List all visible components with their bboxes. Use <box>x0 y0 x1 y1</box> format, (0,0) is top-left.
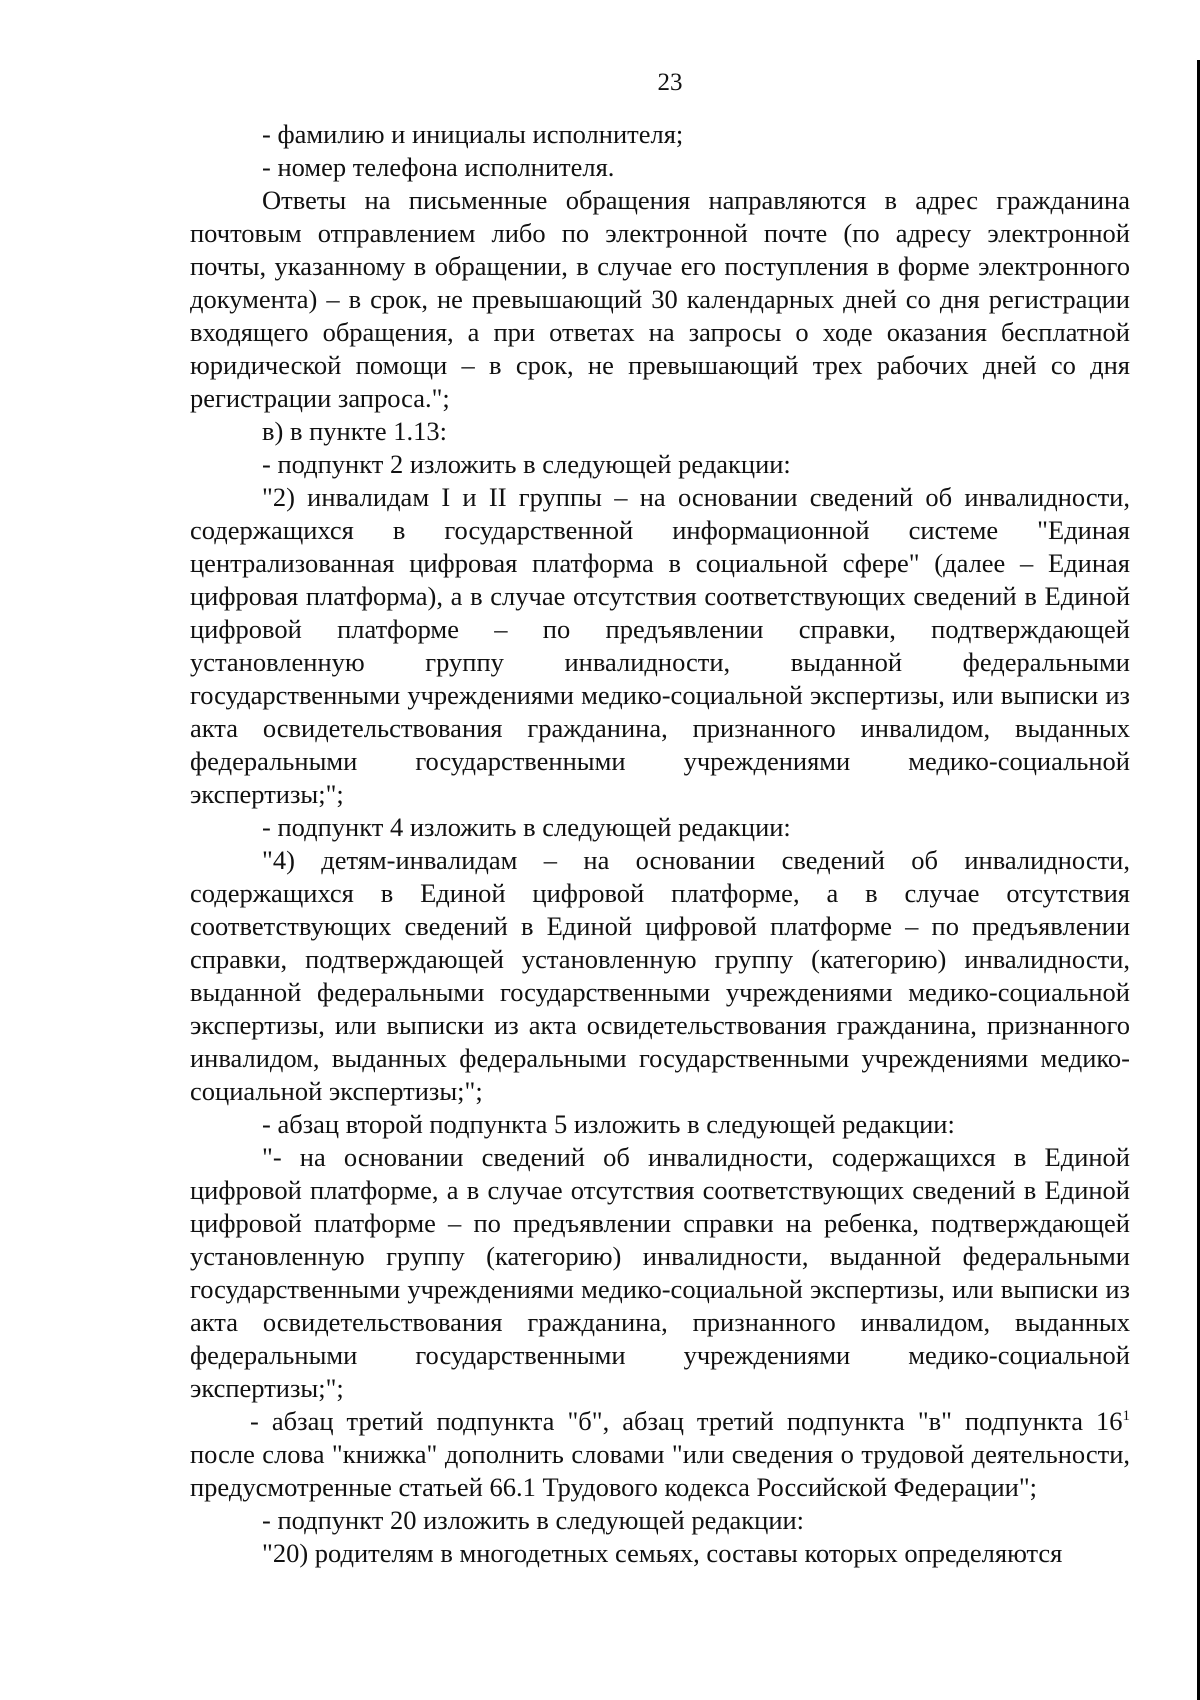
paragraph: - подпункт 2 изложить в следующей редакции: <box>262 449 791 479</box>
paragraph: Ответы на письменные обращения направляются в адрес гражданина почтовым отправлением либо по электронной почте (по адресу электронной почты, указанному в обращении, в случае его поступления в форме электронного документа) – в срок, не превышающий 30 календарных дней со дня регистрации входящего обращения, а при ответах на запросы о ходе оказания бесплатной юридической помощи – в срок, не превышающий трех рабочих дней со дня регистрации запроса."; <box>190 185 1130 413</box>
paragraph: "20) родителям в многодетных семьях, составы которых определяются <box>262 1538 1063 1568</box>
page-number: 23 <box>657 69 683 96</box>
paragraph: "- на основании сведений об инвалидности, содержащихся в Единой цифровой платформе, а в случае отсутствия соответствующих сведений в Единой цифровой платформе – по предъявлении справки на ребенка, подтверждающей установленную группу (категорию) инвалидности, выданной федеральными государственными учреждениями медико-социальной экспертизы, или выписки из акта освидетельствования гражданина, признанного инвалидом, выданных федеральными государственными учреждениями медико-социальной экспертизы;"; <box>190 1142 1130 1403</box>
paragraph: - номер телефона исполнителя. <box>262 152 615 182</box>
paragraph <box>190 1405 1130 1504</box>
superscript: 1 <box>1122 1408 1130 1424</box>
paragraph: - подпункт 4 изложить в следующей редакции: <box>262 812 791 842</box>
paragraph: - абзац второй подпункта 5 изложить в следующей редакции: <box>262 1109 955 1139</box>
paragraph: "2) инвалидам I и II группы – на основании сведений об инвалидности, содержащихся в государственной информационной системе "Единая централизованная цифровая платформа в социальной сфере" (далее – Единая цифровая платформа), а в случае отсутствия соответствующих сведений в Единой цифровой платформе – по предъявлении справки, подтверждающей установленную группу инвалидности, выданной федеральными государственными учреждениями медико-социальной экспертизы, или выписки из акта освидетельствования гражданина, признанного инвалидом, выданных федеральными государственными учреждениями медико-социальной экспертизы;"; <box>190 482 1130 809</box>
paragraph-text: - абзац третий подпункта "б", абзац третий подпункта "в" подпункта 16 <box>250 1406 1123 1436</box>
paragraph: - подпункт 20 изложить в следующей редакции: <box>262 1505 805 1535</box>
document-body <box>190 118 1130 1570</box>
paragraph: в) в пункте 1.13: <box>262 416 447 446</box>
paragraph-text: после слова "книжка" дополнить словами "или сведения о трудовой деятельности, предусмотренные статьей 66.1 Трудового кодекса Российской Федерации"; <box>190 1439 1130 1502</box>
paragraph: "4) детям-инвалидам – на основании сведений об инвалидности, содержащихся в Единой цифровой платформе, а в случае отсутствия соответствующих сведений в Единой цифровой платформе – по предъявлении справки, подтверждающей установленную группу (категорию) инвалидности, выданной федеральными государственными учреждениями медико-социальной экспертизы, или выписки из акта освидетельствования гражданина, признанного инвалидом, выданных федеральными государственными учреждениями медико-социальной экспертизы;"; <box>190 845 1130 1106</box>
paragraph: - фамилию и инициалы исполнителя; <box>262 119 684 149</box>
